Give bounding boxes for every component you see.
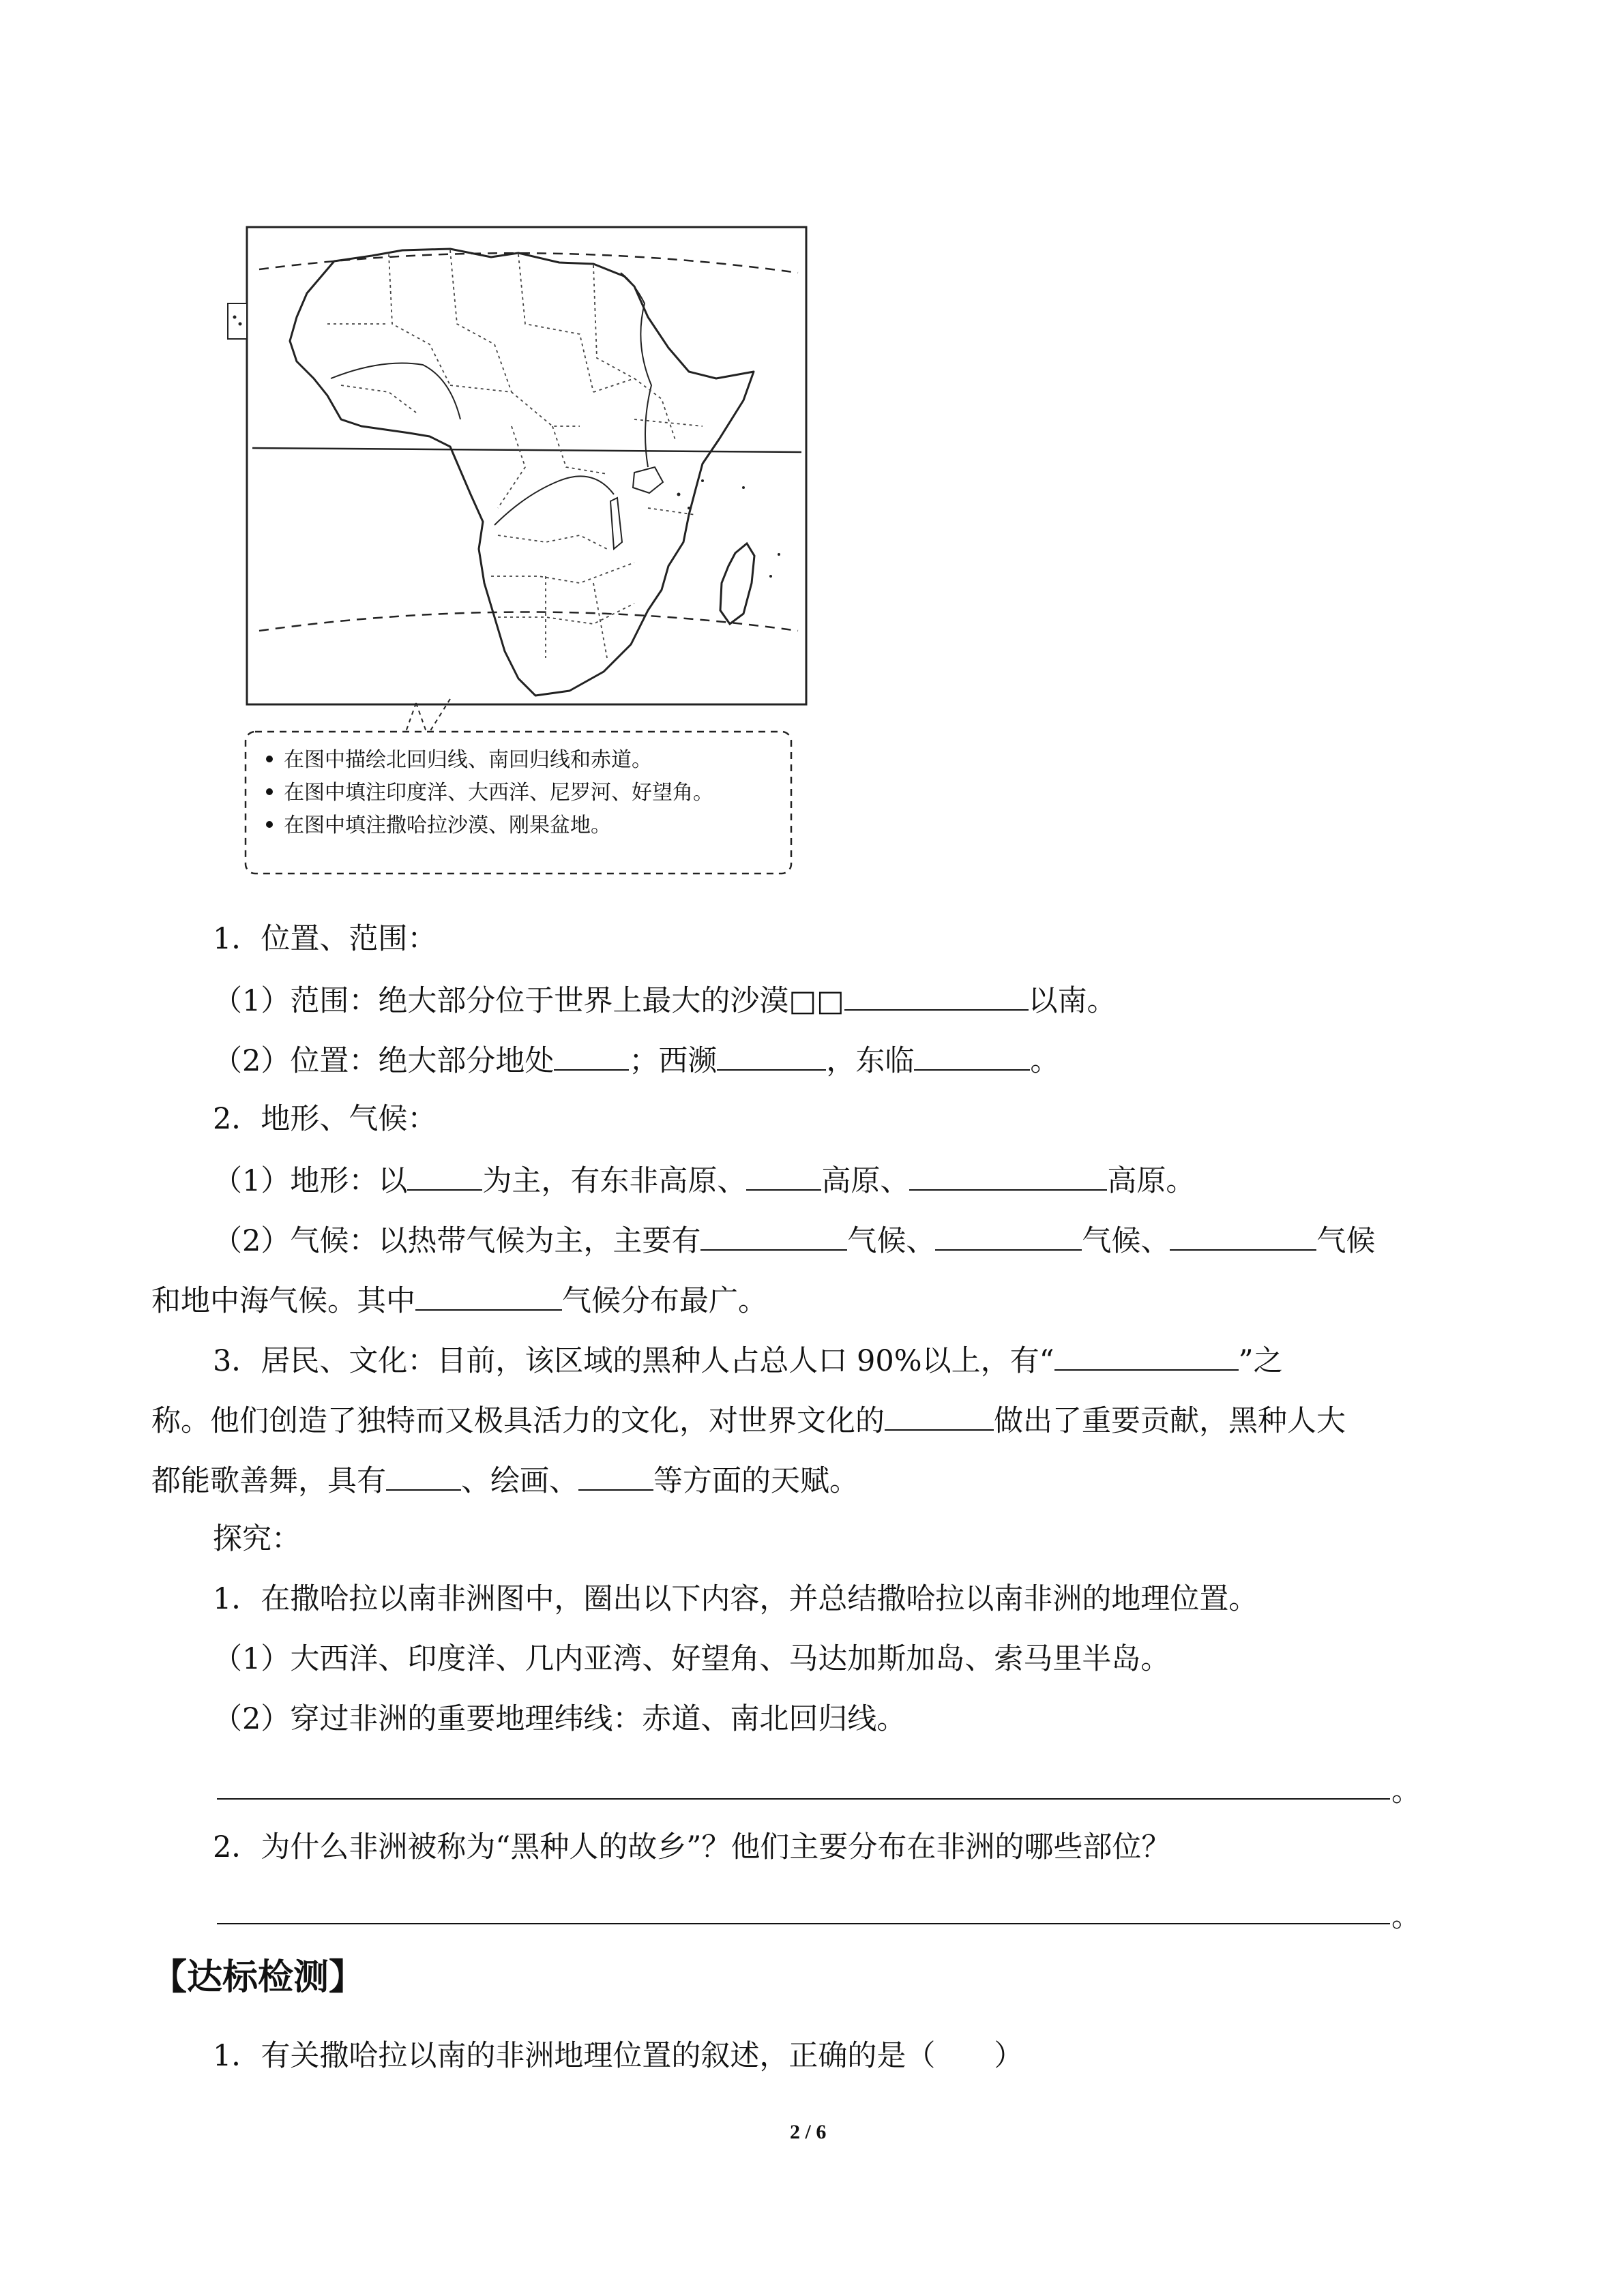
- lake-tanganyika: [610, 498, 622, 549]
- explore-q1-1: （1）大西洋、印度洋、几内亚湾、好望角、马达加斯加岛、索马里半岛。: [213, 1642, 1170, 1676]
- section2-title: 2．地形、气候：: [213, 1102, 437, 1136]
- callout-connector: [406, 703, 426, 732]
- map-instruction-2: 在图中填注印度洋、大西洋、尼罗河、好望角。: [266, 777, 713, 809]
- blank-desert-name[interactable]: [844, 979, 1029, 1011]
- blank-nickname[interactable]: [1054, 1339, 1239, 1371]
- section1-item1: （1）范围：绝大部分位于世界上最大的沙漠□□ 以南。: [213, 979, 1117, 1021]
- niger-river: [331, 363, 460, 420]
- blank-west-ocean[interactable]: [717, 1039, 826, 1071]
- blank-climate-2[interactable]: [935, 1219, 1082, 1251]
- bullet-icon: [266, 756, 273, 762]
- blank-plateau-2[interactable]: [909, 1159, 1107, 1191]
- bullet-icon: [266, 788, 273, 795]
- section2-item1: （1）地形：以 为主，有东非高原、 高原、 高原。: [213, 1159, 1195, 1201]
- congo-river: [494, 476, 614, 525]
- map-frame: [247, 227, 806, 704]
- section2-item2-cont: 和地中海气候。其中 气候分布最广。: [151, 1279, 767, 1321]
- equator-line: [252, 448, 801, 452]
- section3-line1: 3．居民、文化：目前，该区域的黑种人占总人口 90%以上，有“ ”之: [213, 1339, 1283, 1381]
- section1-title: 1．位置、范围：: [213, 922, 437, 956]
- indian-ocean-islands: [677, 479, 781, 578]
- blank-talent-1[interactable]: [386, 1459, 461, 1491]
- explore-q1-answer-line[interactable]: [217, 1798, 1390, 1800]
- tropic-of-capricorn-line: [259, 612, 798, 631]
- section2-item2: （2）气候：以热带气候为主，主要有 气候、 气候、 气候: [213, 1219, 1375, 1261]
- section3-line2: 称。他们创造了独特而又极具活力的文化，对世界文化的 做出了重要贡献，黑种人大: [151, 1399, 1346, 1441]
- explore-q1-answer-end: 。: [1391, 1774, 1421, 1808]
- blank-zone[interactable]: [554, 1039, 629, 1071]
- blank-widest-climate[interactable]: [415, 1279, 562, 1311]
- section1-item2: （2）位置：绝大部分地处 ；西濒 ，东临 。: [213, 1039, 1059, 1081]
- blank-climate-1[interactable]: [700, 1219, 847, 1251]
- test-q1: 1．有关撒哈拉以南的非洲地理位置的叙述，正确的是（ ）: [213, 2039, 1024, 2073]
- blank-contribution[interactable]: [885, 1399, 994, 1431]
- blank-main-landform[interactable]: [407, 1159, 482, 1191]
- explore-q1-2: （2）穿过非洲的重要地理纬线：赤道、南北回归线。: [213, 1702, 906, 1736]
- blank-east-ocean[interactable]: [914, 1039, 1030, 1071]
- lake-victoria: [633, 467, 663, 493]
- blank-climate-3[interactable]: [1170, 1219, 1316, 1251]
- explore-q2-answer-line[interactable]: [217, 1923, 1390, 1924]
- blank-talent-2[interactable]: [578, 1459, 653, 1491]
- map-instruction-1: 在图中描绘北回归线、南回归线和赤道。: [266, 745, 652, 776]
- bullet-icon: [266, 821, 273, 828]
- explore-title: 探究：: [213, 1522, 301, 1556]
- explore-q1: 1．在撒哈拉以南非洲图中，圈出以下内容，并总结撒哈拉以南非洲的地理位置。: [213, 1582, 1258, 1616]
- explore-q2: 2．为什么非洲被称为“黑种人的故乡”？他们主要分布在非洲的哪些部位？: [213, 1830, 1171, 1864]
- blank-plateau-1[interactable]: [746, 1159, 821, 1191]
- desert-name-boxes: □□: [788, 984, 844, 1018]
- nile-river: [621, 273, 651, 467]
- test-heading: 【达标检测】: [151, 1957, 365, 1998]
- map-side-marker: [228, 303, 247, 339]
- map-instruction-3: 在图中填注撒哈拉沙漠、刚果盆地。: [266, 810, 611, 841]
- page-number: 2 / 6: [790, 2121, 827, 2143]
- madagascar-island: [720, 543, 754, 624]
- explore-q2-answer-end: 。: [1391, 1900, 1421, 1934]
- section3-line3: 都能歌善舞，具有 、绘画、 等方面的天赋。: [151, 1459, 859, 1501]
